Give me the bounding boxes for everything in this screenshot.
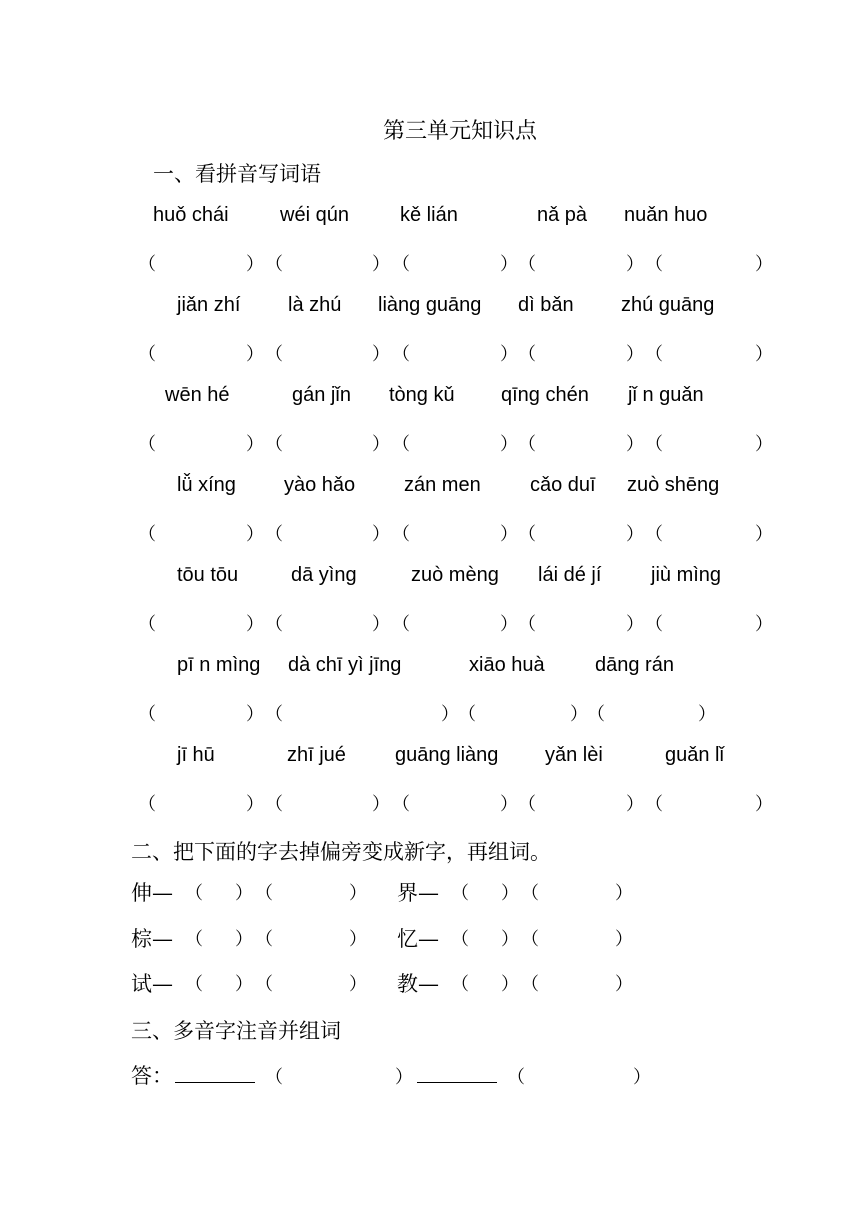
answer-blank[interactable] (538, 340, 624, 364)
answer-blank[interactable] (665, 610, 753, 634)
answer-paren-open: （ (265, 524, 283, 545)
answer-paren-open: （ (392, 794, 410, 815)
answer-paren-open: （ (645, 344, 663, 365)
pinyin-word: jī hū (177, 744, 215, 766)
pinyin-word: liàng guāng (378, 294, 482, 316)
pinyin-word: jiù mìng (651, 564, 722, 586)
answer-blank[interactable] (285, 340, 370, 364)
pinyin-word: lái dé jí (538, 564, 602, 586)
answer-paren-open: （ (265, 254, 283, 275)
answer-blank[interactable] (665, 340, 753, 364)
answer-paren-close: ） (246, 614, 264, 635)
answer-blank[interactable] (275, 970, 345, 994)
pinyin-word: zuò mèng (411, 564, 499, 586)
pinyin-word: jǐ n guǎn (628, 384, 704, 406)
pinyin-word: gán jǐn (292, 384, 351, 406)
answer-paren-close: ） (626, 614, 644, 635)
pinyin-word: zuò shēng (627, 474, 720, 496)
answer-paren-close: ） (246, 344, 264, 365)
pinyin-word: dà chī yì jīng (288, 654, 402, 676)
answer-paren-open: （ (265, 794, 283, 815)
pinyin-word: tòng kǔ (389, 384, 455, 406)
section1-heading: 一、看拼音写词语 (153, 162, 321, 186)
answer-blank[interactable] (538, 520, 624, 544)
answer-blank[interactable] (665, 520, 753, 544)
answer-paren-open: （ (451, 929, 469, 950)
answer-paren-open: （ (392, 524, 410, 545)
pinyin-word: wēn hé (165, 384, 230, 406)
answer-paren-open: （ (138, 254, 156, 275)
pinyin-word: guǎn lǐ (665, 744, 724, 766)
answer-paren-open: （ (138, 434, 156, 455)
answer-paren-open: （ (265, 434, 283, 455)
answer-blank[interactable] (412, 790, 498, 814)
answer-paren-close: ） (235, 929, 253, 950)
pinyin-word: lǚ xíng (177, 474, 236, 496)
answer-paren-open: （ (392, 614, 410, 635)
answer-paren-open: （ (451, 883, 469, 904)
answer-paren-close: ） (349, 929, 367, 950)
answer-paren-open: （ (518, 254, 536, 275)
answer-paren-close: ） (501, 974, 519, 995)
answer-paren-close: ） (349, 883, 367, 904)
answer-paren-close: ） (246, 704, 264, 725)
answer-blank[interactable] (205, 925, 239, 949)
answer-paren-open: （ (265, 614, 283, 635)
answer-paren-close: ） (698, 704, 716, 725)
section3-heading: 三、多音字注音并组词 (131, 1019, 341, 1043)
pinyin-word: huǒ chái (153, 204, 229, 226)
answer-paren-open: （ (645, 254, 663, 275)
answer-blank[interactable] (412, 430, 498, 454)
pinyin-word: qīng chén (501, 384, 589, 406)
answer-blank[interactable] (541, 879, 611, 903)
answer-paren-open: （ (255, 883, 273, 904)
answer-paren-open: （ (518, 434, 536, 455)
answer-paren-open: （ (265, 344, 283, 365)
answer-paren-close: ） (615, 929, 633, 950)
pinyin-word: cǎo duī (530, 474, 596, 496)
answer-blank[interactable] (665, 250, 753, 274)
answer-paren-open: （ (518, 524, 536, 545)
answer-paren-close: ） (395, 1067, 413, 1088)
answer-paren-close: ） (626, 344, 644, 365)
answer-paren-close: ） (500, 344, 518, 365)
radical-char: 界— (397, 881, 439, 905)
answer-blank[interactable] (541, 970, 611, 994)
answer-blank[interactable] (471, 879, 505, 903)
answer-paren-close: ） (501, 929, 519, 950)
pinyin-word: zhī jué (287, 744, 346, 766)
answer-blank[interactable] (285, 430, 370, 454)
answer-row (131, 1060, 651, 1090)
pinyin-word: pī n mìng (177, 654, 261, 676)
answer-blank[interactable] (412, 610, 498, 634)
answer-paren-open: （ (255, 974, 273, 995)
answer-paren-close: ） (626, 794, 644, 815)
answer-blank[interactable] (175, 1062, 255, 1083)
answer-blank[interactable] (412, 250, 498, 274)
answer-paren-open: （ (518, 344, 536, 365)
answer-paren-close: ） (372, 794, 390, 815)
answer-paren-open: （ (518, 614, 536, 635)
answer-paren-close: ） (626, 434, 644, 455)
answer-paren-open: （ (265, 1067, 283, 1088)
pinyin-word: dì bǎn (518, 294, 574, 316)
answer-blank[interactable] (158, 700, 244, 724)
answer-blank[interactable] (205, 970, 239, 994)
answer-paren-close: ） (500, 524, 518, 545)
answer-paren-close: ） (246, 434, 264, 455)
pinyin-word: yǎn lèi (545, 744, 603, 766)
answer-blank[interactable] (478, 700, 568, 724)
answer-blank[interactable] (541, 925, 611, 949)
answer-paren-open: （ (645, 614, 663, 635)
answer-paren-open: （ (587, 704, 605, 725)
answer-paren-open: （ (521, 883, 539, 904)
answer-paren-open: （ (138, 614, 156, 635)
answer-blank[interactable] (285, 790, 370, 814)
answer-paren-open: （ (138, 794, 156, 815)
answer-blank[interactable] (412, 520, 498, 544)
answer-paren-close: ） (755, 524, 773, 545)
answer-blank[interactable] (538, 790, 624, 814)
pinyin-word: jiǎn zhí (177, 294, 241, 316)
answer-paren-close: ） (372, 524, 390, 545)
answer-blank[interactable] (412, 340, 498, 364)
answer-paren-close: ） (615, 883, 633, 904)
answer-paren-close: ） (633, 1067, 651, 1088)
answer-paren-open: （ (138, 344, 156, 365)
answer-paren-close: ） (235, 883, 253, 904)
answer-blank[interactable] (158, 250, 244, 274)
pinyin-word: kě lián (400, 204, 458, 226)
page-title: 第三单元知识点 (382, 119, 537, 144)
radical-char: 忆— (397, 927, 439, 951)
pinyin-word: zhú guāng (621, 294, 715, 316)
answer-paren-close: ） (500, 614, 518, 635)
answer-paren-open: （ (392, 434, 410, 455)
answer-paren-open: （ (138, 524, 156, 545)
pinyin-word: tōu tōu (177, 564, 239, 586)
answer-paren-open: （ (645, 434, 663, 455)
answer-paren-open: （ (185, 929, 203, 950)
answer-paren-close: ） (570, 704, 588, 725)
answer-paren-close: ） (755, 794, 773, 815)
answer-paren-open: （ (645, 794, 663, 815)
answer-blank[interactable] (417, 1062, 497, 1083)
answer-paren-close: ） (372, 344, 390, 365)
pinyin-word: nǎ pà (537, 204, 588, 226)
answer-paren-open: （ (458, 704, 476, 725)
answer-paren-close: ） (372, 614, 390, 635)
answer-paren-open: （ (138, 704, 156, 725)
radical-char: 棕— (131, 927, 173, 951)
answer-paren-close: ） (755, 614, 773, 635)
answer-label: 答： (131, 1064, 173, 1088)
answer-paren-close: ） (372, 434, 390, 455)
answer-paren-open: （ (392, 254, 410, 275)
answer-paren-open: （ (451, 974, 469, 995)
answer-paren-close: ） (755, 254, 773, 275)
answer-blank[interactable] (158, 340, 244, 364)
answer-paren-close: ） (246, 524, 264, 545)
answer-paren-close: ） (246, 794, 264, 815)
radical-char: 伸— (131, 881, 173, 905)
answer-paren-open: （ (185, 974, 203, 995)
answer-paren-close: ） (755, 434, 773, 455)
answer-blank[interactable] (158, 790, 244, 814)
pinyin-word: dā yìng (291, 564, 357, 586)
answer-paren-open: （ (518, 794, 536, 815)
answer-paren-open: （ (521, 974, 539, 995)
answer-blank[interactable] (158, 430, 244, 454)
answer-blank[interactable] (665, 790, 753, 814)
answer-paren-close: ） (235, 974, 253, 995)
answer-blank[interactable] (275, 925, 345, 949)
pinyin-word: dāng rán (595, 654, 674, 676)
pinyin-word: yào hǎo (284, 474, 356, 496)
answer-paren-open: （ (645, 524, 663, 545)
answer-paren-open: （ (255, 929, 273, 950)
section2-heading: 二、把下面的字去掉偏旁变成新字，再组词。 (131, 840, 551, 864)
answer-blank[interactable] (471, 925, 505, 949)
answer-blank[interactable] (285, 700, 439, 724)
answer-paren-close: ） (755, 344, 773, 365)
radical-char: 教— (397, 972, 439, 996)
pinyin-word: wéi qún (280, 204, 349, 226)
pinyin-word: guāng liàng (395, 744, 499, 766)
answer-paren-close: ） (501, 883, 519, 904)
answer-blank[interactable] (538, 430, 624, 454)
answer-blank[interactable] (158, 610, 244, 634)
answer-blank[interactable] (471, 970, 505, 994)
answer-paren-open: （ (521, 929, 539, 950)
answer-paren-close: ） (372, 254, 390, 275)
pinyin-word: nuǎn huo (624, 204, 708, 226)
answer-paren-close: ） (246, 254, 264, 275)
answer-blank[interactable] (665, 430, 753, 454)
pinyin-word: là zhú (288, 294, 342, 316)
answer-paren-close: ） (441, 704, 459, 725)
pinyin-word: xiāo huà (469, 654, 545, 676)
answer-paren-open: （ (392, 344, 410, 365)
answer-blank[interactable] (275, 879, 345, 903)
answer-blank[interactable] (285, 250, 370, 274)
answer-blank[interactable] (205, 879, 239, 903)
answer-blank[interactable] (538, 610, 624, 634)
answer-paren-close: ） (349, 974, 367, 995)
answer-paren-close: ） (626, 254, 644, 275)
answer-paren-open: （ (507, 1067, 525, 1088)
answer-paren-close: ） (500, 434, 518, 455)
answer-paren-close: ） (615, 974, 633, 995)
radical-char: 试— (131, 972, 173, 996)
answer-paren-close: ） (500, 254, 518, 275)
answer-blank[interactable] (285, 520, 370, 544)
pinyin-word: zán men (404, 474, 481, 496)
answer-paren-close: ） (500, 794, 518, 815)
answer-blank[interactable] (285, 610, 370, 634)
answer-paren-open: （ (185, 883, 203, 904)
answer-paren-close: ） (626, 524, 644, 545)
answer-blank[interactable] (607, 700, 696, 724)
answer-blank[interactable] (538, 250, 624, 274)
answer-paren-open: （ (265, 704, 283, 725)
answer-blank[interactable] (158, 520, 244, 544)
